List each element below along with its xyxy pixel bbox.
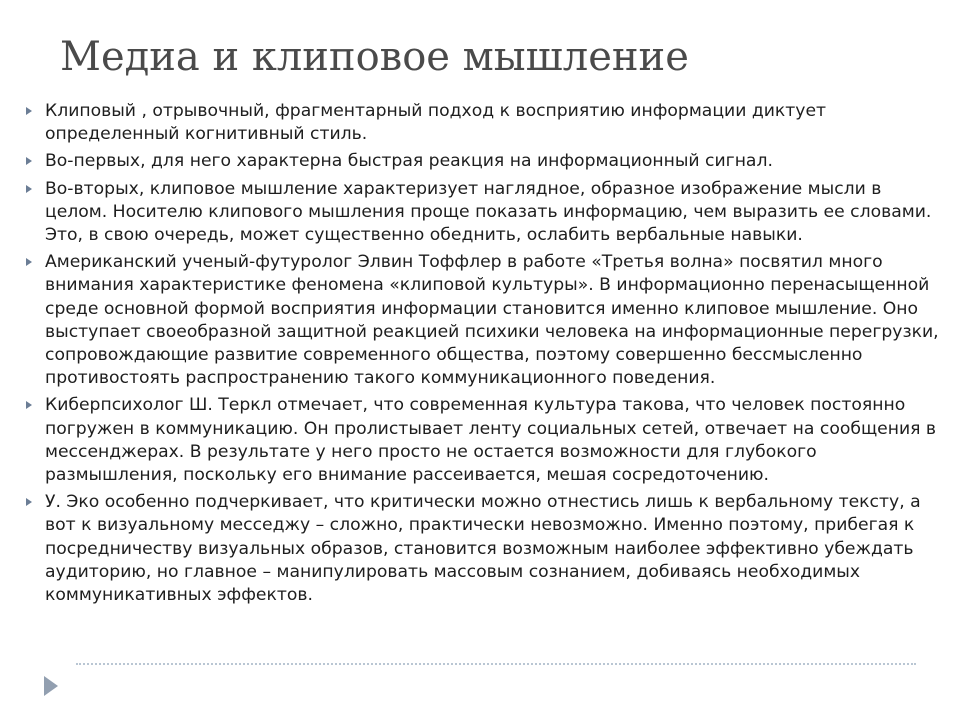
bullet-text: У. Эко особенно подчеркивает, что критически можно отнестись лишь к вербальному тексту, а вот к визуальному месседжу – сложно, практически невозможно. Именно поэтому, прибегая к посредничеству визуальных образов, становится возможным наиболее эффективно убеждать аудиторию, но главное – манипулировать массовым сознанием, добиваясь необходимых коммуникативных эффектов. xyxy=(45,492,921,606)
triangle-bullet-icon xyxy=(26,258,32,266)
bullet-text: Во-вторых, клиповое мышление характеризует наглядное, образное изображение мысли в целом. Носителю клипового мышления проще показать информацию, чем выразить ее словами. Это, в свою очередь, может существенно обеднить, ослабить вербальные навыки. xyxy=(45,178,932,246)
triangle-bullet-icon xyxy=(26,185,32,193)
triangle-bullet-icon xyxy=(26,401,32,409)
triangle-bullet-icon xyxy=(26,157,32,165)
triangle-bullet-icon xyxy=(26,107,32,115)
dotted-divider xyxy=(76,663,916,665)
bullet-item xyxy=(26,178,946,248)
bullet-item xyxy=(26,394,946,487)
bullet-item xyxy=(26,100,946,146)
bullet-item xyxy=(26,251,946,390)
slide-title: Медиа и клиповое мышление xyxy=(60,34,689,80)
bullet-text: Американский ученый-футуролог Элвин Тоффлер в работе «Третья волна» посвятил много внимания характеристике феномена «клиповой культуры». В информационно перенасыщенной среде основной формой восприятия информации становится именно клиповое мышление. Оно выступает своеобразной защитной реакцией психики человека на информационные перегрузки, сопровождающие развитие современного общества, поэтому совершенно бессмысленно противостоять распространению такого коммуникационного поведения. xyxy=(45,252,939,389)
triangle-bullet-icon xyxy=(26,498,32,506)
bullet-list xyxy=(26,100,946,611)
bullet-text: Во-первых, для него характерна быстрая реакция на информационный сигнал. xyxy=(45,151,773,172)
bullet-item xyxy=(26,150,946,173)
bullet-item xyxy=(26,491,946,607)
bullet-text: Клиповый , отрывочный, фрагментарный подход к восприятию информации диктует определенный когнитивный стиль. xyxy=(45,101,827,145)
play-arrow-icon[interactable] xyxy=(44,676,58,696)
bullet-text: Киберпсихолог Ш. Теркл отмечает, что современная культура такова, что человек постоянно погружен в коммуникацию. Он пролистывает ленту социальных сетей, отвечает на сообщения в мессенджерах. В результате у него просто не остается возможности для глубокого размышления, поскольку его внимание рассеивается, мешая сосредоточению. xyxy=(45,395,937,486)
